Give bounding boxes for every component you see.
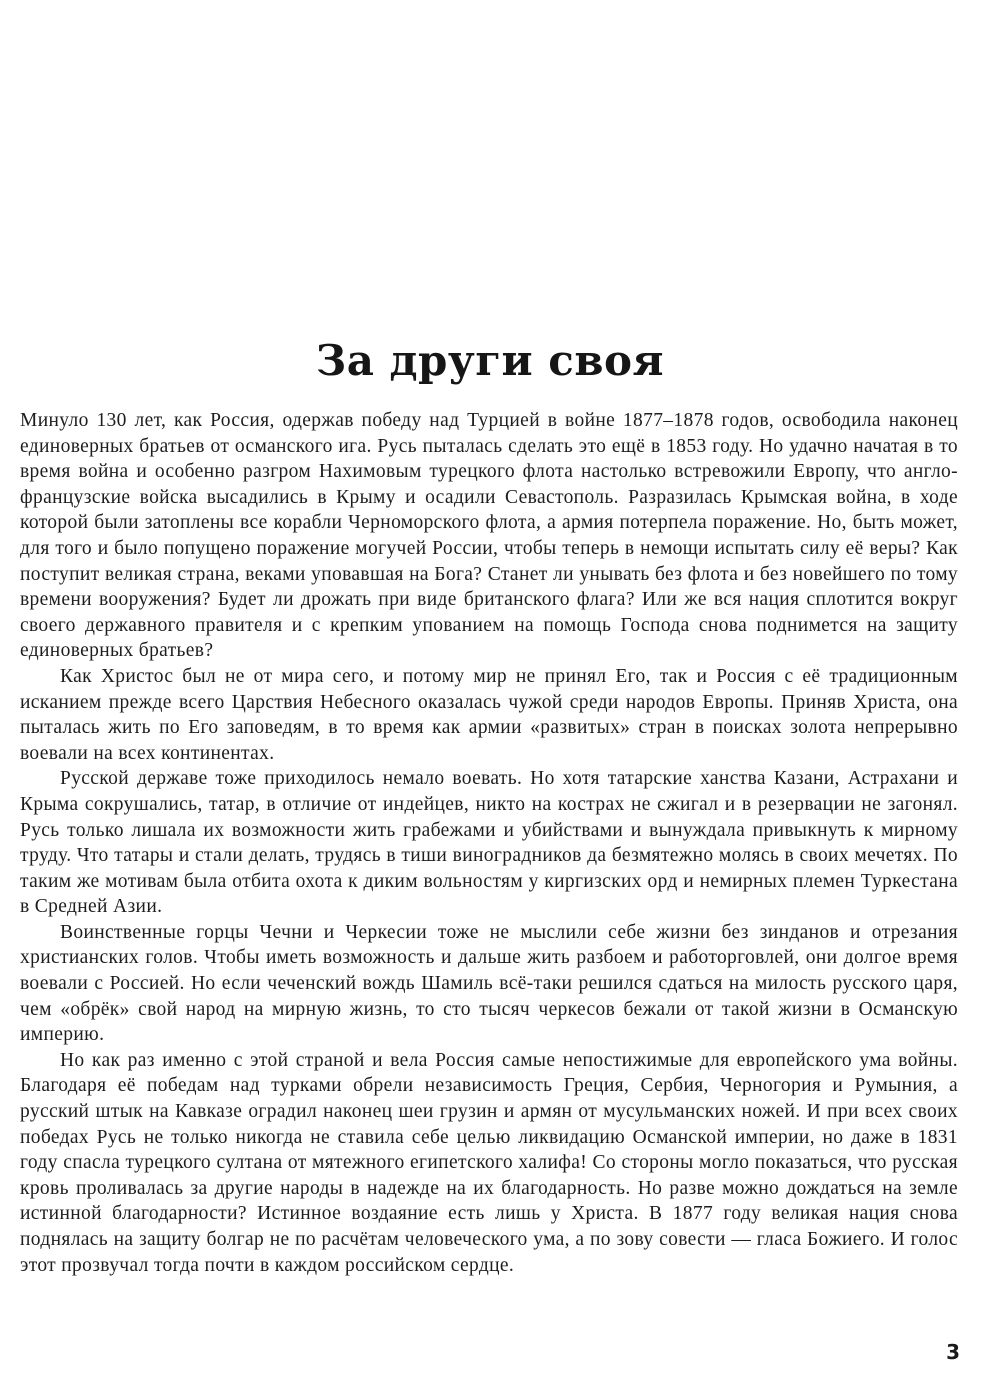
page-title: За други своя — [315, 336, 665, 385]
paragraph-5: Но как раз именно с этой страной и вела Россия самые непостижимые для европейского ума войны. Благодаря её победам над турками обрели независимость Греция, Сербия, Черногория и Румыния, а русский штык на Кавказе оградил наконец шеи грузин и армян от мусульманских ножей. И при всех своих победах Русь не только никогда не ставила себе целью ликвидацию Османской империи, но даже в 1831 году спасла турецкого султана от мятежного египетского халифа! Со стороны могло показаться, что русская кровь проливалась за другие народы в надежде на их благодарность. Но разве можно дождаться на земле истинной благодарности? Истинное воздаяние есть лишь у Христа. В 1877 году великая нация снова поднялась на защиту болгар не по расчётам человеческого ума, а по зову совести — гласа Божиего. И голос этот прозвучал тогда почти в каждом российском сердце. — [20, 1049, 958, 1276]
paragraph-1: Минуло 130 лет, как Россия, одержав победу над Турцией в войне 1877–1878 годов, освободила наконец единоверных братьев от османского ига. Русь пыталась сделать это ещё в 1853 году. Но удачно начатая в то время война и особенно разгром Нахимовым турецкого флота настолько встревожили Европу, что англо-французские войска высадились в Крыму и осадили Севастополь. Разразилась Крымская война, в ходе которой были затоплены все корабли Черноморского флота, а армия потерпела поражение. Но, быть может, для того и было попущено поражение могучей России, чтобы теперь в немощи испытать силу её веры? Как поступит великая страна, веками уповавшая на Бога? Станет ли унывать без флота и без новейшего по тому времени вооружения? Будет ли дрожать при виде британского флага? Или же вся нация сплотится вокруг своего державного правителя и с крепким упованием на помощь Господа снова поднимется на защиту единоверных братьев? — [20, 410, 958, 662]
page-number: 3 — [946, 1340, 960, 1364]
paragraph-4: Воинственные горцы Чечни и Черкесии тоже не мыслили себе жизни без зинданов и отрезания христианских голов. Чтобы иметь возможность и дальше жить разбоем и работорговлей, они долгое время воевали с Россией. Но если чеченский вождь Шамиль всё-таки решился сдаться на милость русского царя, чем «обрёк» свой народ на мирную жизнь, то сто тысяч черкесов бежали от такой жизни в Османскую империю. — [20, 921, 958, 1046]
paragraph-2: Как Христос был не от мира сего, и потому мир не принял Его, так и Россия с её традиционным исканием прежде всего Царствия Небесного оказалась чужой среди народов Европы. Приняв Христа, она пыталась жить по Его заповедям, в то время как армии «развитых» стран в поисках золота непрерывно воевали на всех континентах. — [20, 665, 958, 764]
paragraph-3: Русской державе тоже приходилось немало воевать. Но хотя татарские ханства Казани, Астрахани и Крыма сокрушались, татар, в отличие от индейцев, никто на кострах не сжигал и в резервации не загонял. Русь только лишала их возможности жить грабежами и убийствами и вынуждала привыкнуть к мирному труду. Что татары и стали делать, трудясь в тиши виноградников да безмятежно молясь в своих мечетях. По таким же мотивам была отбита охота к диким вольностям у киргизских орд и немирных племен Туркестана в Средней Азии. — [20, 768, 958, 918]
article-body — [20, 408, 958, 1278]
